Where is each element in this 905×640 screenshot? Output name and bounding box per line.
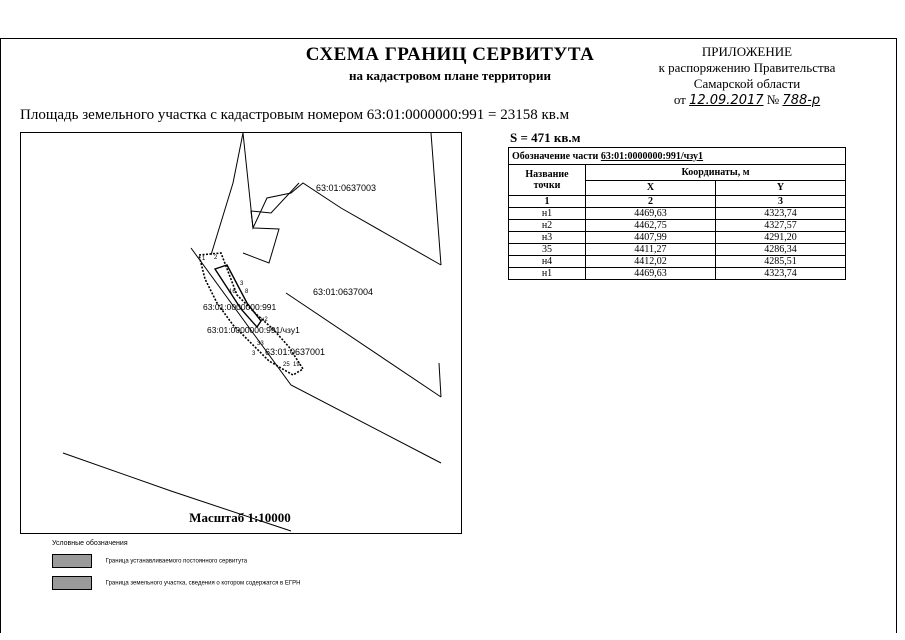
table-row — [509, 256, 846, 268]
point-label: 3 — [240, 281, 244, 287]
point-label: 16 — [229, 289, 236, 295]
quarter-boundary — [431, 133, 441, 265]
coordinates-table — [508, 147, 846, 280]
number-prefix: № — [766, 92, 780, 107]
table-row — [509, 268, 846, 280]
point-label: 3 — [252, 351, 256, 357]
x-cell: 4469,63 — [586, 208, 716, 220]
quarter-boundary — [286, 293, 441, 397]
appendix-line-3: Самарской области — [693, 76, 801, 91]
servitude-area: S = 471 кв.м — [510, 130, 581, 145]
point-label: 1 — [202, 256, 206, 262]
appendix-date-line — [632, 92, 862, 109]
frame-right-border — [896, 38, 897, 633]
map-label-quarter-003: 63:01:0637003 — [316, 183, 377, 193]
y-cell: 4327,57 — [715, 220, 845, 232]
map-label-quarter-001: 63:01:0637001 — [265, 347, 326, 357]
appendix-line-2: к распоряжению Правительства — [658, 60, 836, 75]
quarter-boundary — [211, 133, 243, 255]
date-prefix: от — [673, 92, 686, 107]
legend-item-parcel — [52, 576, 300, 590]
cadastral-map — [20, 132, 462, 534]
column-number: 2 — [586, 196, 716, 208]
y-cell: 4291,20 — [715, 232, 845, 244]
point-name-cell: н1 — [509, 208, 586, 220]
legend-item-label: Граница устанавливаемого постоянного сервитута — [105, 558, 248, 565]
column-number: 3 — [715, 196, 845, 208]
servitude-swatch-icon — [52, 554, 92, 568]
point-name-cell: н2 — [509, 220, 586, 232]
x-cell: 4411,27 — [586, 244, 716, 256]
point-name-cell: н3 — [509, 232, 586, 244]
table-row — [509, 244, 846, 256]
parcel-area-statement: Площадь земельного участка с кадастровым номером 63:01:0000000:991 = 23158 кв.м — [20, 107, 570, 123]
point-label: 2 — [214, 255, 218, 261]
frame-left-border — [0, 38, 1, 633]
document-subtitle: на кадастровом плане территории — [349, 68, 551, 83]
point-label: 25 — [283, 362, 290, 368]
table-row — [509, 208, 846, 220]
point-name-cell: н4 — [509, 256, 586, 268]
frame-top-border — [0, 38, 897, 39]
table-row — [509, 232, 846, 244]
x-cell: 4469,63 — [586, 268, 716, 280]
point-label: 19 — [293, 362, 300, 368]
quarter-boundary — [243, 183, 299, 263]
appendix-block — [632, 44, 862, 109]
point-name-cell: н1 — [509, 268, 586, 280]
quarter-boundary — [439, 363, 441, 397]
quarter-boundary — [243, 133, 441, 265]
y-cell: 4286,34 — [715, 244, 845, 256]
point-label: н2 — [261, 317, 268, 323]
point-label: 33 — [257, 341, 264, 347]
point-name-cell: 35 — [509, 244, 586, 256]
table-caption-id: 63:01:0000000:991/чзу1 — [600, 150, 704, 162]
map-label-quarter-004: 63:01:0637004 — [313, 287, 374, 297]
column-header-y: Y — [715, 180, 845, 196]
column-header-x: X — [586, 180, 716, 196]
map-scale: Масштаб 1:10000 — [189, 510, 291, 525]
column-header-coordinates: Координаты, м — [586, 165, 846, 181]
column-number: 1 — [509, 196, 586, 208]
y-cell: 4285,51 — [715, 256, 845, 268]
legend-title: Условные обозначения — [52, 540, 128, 547]
map-drawing — [21, 133, 461, 533]
appendix-line-1: ПРИЛОЖЕНИЕ — [701, 44, 793, 59]
map-label-part: 63:01:0000000:991/чзу1 — [207, 325, 300, 335]
map-label-parcel: 63:01:0000000:991 — [203, 302, 277, 312]
handwritten-number: 788-р — [782, 93, 821, 108]
y-cell: 4323,74 — [715, 268, 845, 280]
table-caption — [509, 148, 846, 165]
x-cell: 4407,99 — [586, 232, 716, 244]
table-row — [509, 220, 846, 232]
document-title: СХЕМА ГРАНИЦ СЕРВИТУТА — [305, 44, 595, 65]
point-label: 8 — [245, 289, 249, 295]
parcel-swatch-icon — [52, 576, 92, 590]
x-cell: 4462,75 — [586, 220, 716, 232]
legend-item-servitude — [52, 554, 247, 568]
y-cell: 4323,74 — [715, 208, 845, 220]
x-cell: 4412,02 — [586, 256, 716, 268]
legend-item-label: Граница земельного участка, сведения о котором содержатся в ЕГРН — [105, 580, 301, 587]
handwritten-date: 12.09.2017 — [689, 93, 764, 108]
column-header-point-name: Название точки — [509, 165, 586, 196]
table-caption-prefix: Обозначение части — [512, 150, 599, 162]
